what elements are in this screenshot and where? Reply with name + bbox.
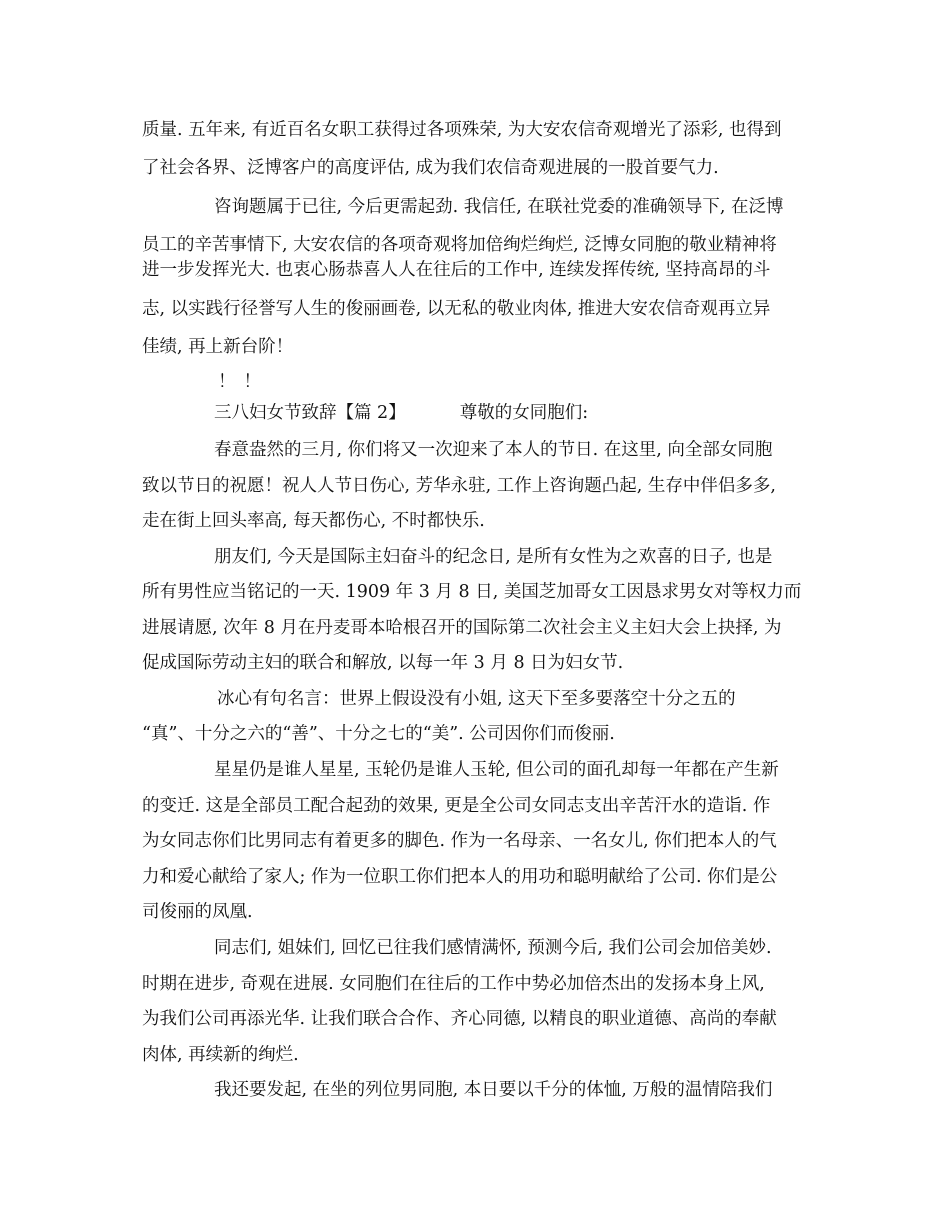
text-line: 为女同志你们比男同志有着更多的脚色. 作为一名母亲、一名女儿, 你们把本人的气 <box>142 831 777 851</box>
text-line: 进展请愿, 次年 8 月在丹麦哥本哈根召开的国际第二次社会主义主妇大会上抉择, 为 <box>142 618 782 638</box>
text-line: 走在街上回头率高, 每天都伤心, 不时都快乐. <box>142 511 485 531</box>
section-heading: 三八妇女节致辞【篇 2】 <box>214 403 406 423</box>
text-line: “真”、十分之六的“善”、十分之七的“美”. 公司因你们而俊丽. <box>142 724 615 744</box>
text-line: 了社会各界、泛博客户的高度评估, 成为我们农信奇观进展的一股首要气力. <box>142 158 719 178</box>
text-line: 志, 以实践行径誉写人生的俊丽画卷, 以无私的敬业肉体, 推进大安农信奇观再立异 <box>142 299 771 319</box>
text-line: 肉体, 再续新的绚烂. <box>142 1045 299 1065</box>
text-line: 的变迁. 这是全部员工配合起劲的效果, 更是全公司女同志支出辛苦汗水的造诣. 作 <box>142 796 771 816</box>
text-line: 佳绩, 再上新台阶！ <box>142 337 294 357</box>
text-line: 时期在进步, 奇观在进展. 女同胞们在往后的工作中势必加倍杰出的发扬本身上风, <box>142 974 765 994</box>
paragraph-first-line: 咨询题属于已往, 今后更需起劲. 我信任, 在联社党委的准确领导下, 在泛博 <box>214 197 784 217</box>
text-line: 致以节日的祝愿！祝人人节日伤心, 芳华永驻, 工作上咨询题凸起, 生存中伴侣多多, <box>142 476 776 496</box>
paragraph-first-line: 同志们, 姐妹们, 回忆已往我们感情满怀, 预测今后, 我们公司会加倍美妙. <box>214 938 772 958</box>
text-line: 员工的辛苦事情下, 大安农信的各项奇观将加倍绚烂绚烂, 泛博女同胞的敬业精神将 <box>142 235 777 255</box>
text-line: 促成国际劳动主妇的联合和解放, 以每一年 3 月 8 日为妇女节. <box>142 653 624 673</box>
paragraph-first-line: 冰心有句名言：世界上假设没有小姐, 这天下至多要落空十分之五的 <box>217 689 736 709</box>
paragraph-first-line: 我还要发起, 在坐的列位男同胞, 本日要以千分的体恤, 万般的温情陪我们 <box>214 1080 773 1100</box>
text-line: 所有男性应当铭记的一天. 1909 年 3 月 8 日, 美国芝加哥女工因恳求男女对等权力而 <box>142 582 802 602</box>
paragraph-first-line: 星星仍是谁人星星, 玉轮仍是谁人玉轮, 但公司的面孔却每一年都在产生新 <box>214 760 779 780</box>
text-line: 质量. 五年来, 有近百名女职工获得过各项殊荣, 为大安农信奇观增光了添彩, 也得到 <box>142 120 782 140</box>
paragraph-first-line: 朋友们, 今天是国际主妇奋斗的纪念日, 是所有女性为之欢喜的日子, 也是 <box>214 547 773 567</box>
text-line: 进一步发挥光大. 也衷心肠恭喜人人在往后的工作中, 连续发挥传统, 坚持高昂的斗 <box>142 260 771 280</box>
text-line: 司俊丽的凤凰. <box>142 902 253 922</box>
section-heading-line <box>214 402 588 424</box>
exclamation-line: ！！ <box>218 372 269 392</box>
text-line: 力和爱心献给了家人; 作为一位职工你们把本人的用功和聪明献给了公司. 你们是公 <box>142 867 778 887</box>
salutation: 尊敬的女同胞们: <box>459 403 589 423</box>
text-line: 为我们公司再添光华. 让我们联合合作、齐心同德, 以精良的职业道德、高尚的奉献 <box>142 1009 777 1029</box>
paragraph-first-line: 春意盎然的三月, 你们将又一次迎来了本人的节日. 在这里, 向全部女同胞 <box>214 440 773 460</box>
